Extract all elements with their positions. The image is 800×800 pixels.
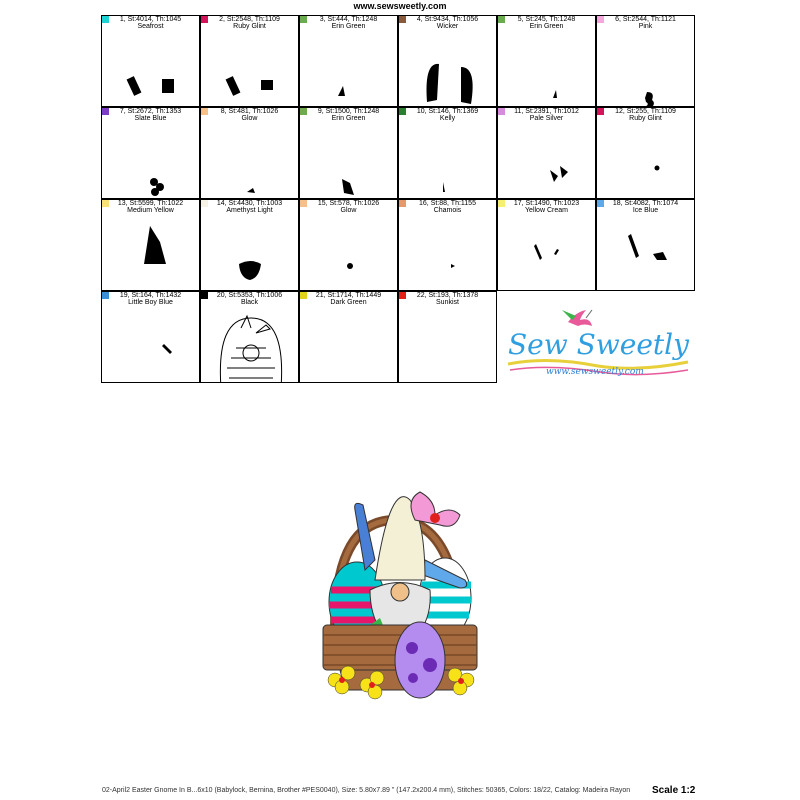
color-stop-stats: 16, St:88, Th:1155 [419,200,476,207]
stitch-preview [201,124,299,199]
stitch-preview [399,124,497,199]
stitch-preview [597,32,695,107]
color-stop-stats: 14, St:4430, Th:1003 [216,200,283,207]
thread-name: Sunkist [436,299,459,306]
logo-brand: Sew Sweetly [508,328,689,361]
thread-name: Seafrost [137,23,164,30]
color-stop-cell [200,15,299,107]
thread-name: Yellow Cream [525,207,568,214]
color-stop-stats: 17, St:1490, Th:1023 [513,200,580,207]
color-stop-stats: 12, St:255, Th:1109 [615,108,676,115]
thread-name: Erin Green [331,115,366,122]
thread-name: Ruby Glint [233,23,266,30]
color-stop-stats: 20, St:5353, Th:1006 [216,292,283,299]
color-stop-stats: 15, St:578, Th:1026 [317,200,380,207]
color-stop-cell [101,15,200,107]
color-stop-cell [497,199,596,291]
color-stop-cell [101,291,200,383]
thread-name: Amethyst Light [226,207,273,214]
color-stop-stats: 8, St:481, Th:1026 [220,108,279,115]
thread-name: Chamois [433,207,462,214]
color-stop-stats: 21, St:1714, Th:1449 [315,292,382,299]
color-stop-cell [200,107,299,199]
color-stop-cell [200,199,299,291]
color-stop-stats: 7, St:2672, Th:1353 [119,108,182,115]
color-stop-cell [596,199,695,291]
color-stop-cell [299,199,398,291]
stitch-preview [300,32,398,107]
thread-name: Glow [340,207,357,214]
thread-name: Pale Silver [529,115,564,122]
color-stop-cell [101,107,200,199]
thread-name: Wicker [436,23,459,30]
color-stop-stats: 10, St:146, Th:1369 [416,108,479,115]
scale-label: Scale 1:2 [652,785,696,796]
thread-name: Medium Yellow [127,207,174,214]
stitch-preview [201,308,299,383]
color-stop-stats: 22, St:193, Th:1378 [416,292,479,299]
color-stop-stats: 9, St:1500, Th:1248 [317,108,380,115]
color-stop-cell [398,15,497,107]
thread-name: Pink [638,23,653,30]
color-stop-cell [299,291,398,383]
thread-name: Erin Green [529,23,564,30]
thread-name: Slate Blue [134,115,167,122]
stitch-preview [300,216,398,291]
stitch-preview [399,308,497,383]
thread-name: Black [240,299,259,306]
color-stop-cell [200,291,299,383]
hummingbird-icon [562,310,592,326]
stitch-preview [300,124,398,199]
color-stop-cell [299,15,398,107]
stitch-preview [102,124,200,199]
stitch-preview [498,124,596,199]
stitch-preview [498,216,596,291]
logo-url: www.sewsweetly.com [546,367,644,377]
color-stop-cell [398,291,497,383]
color-stop-cell [497,15,596,107]
color-stop-cell [101,199,200,291]
stitch-preview [201,216,299,291]
stitch-preview [597,216,695,291]
sew-sweetly-logo [498,292,697,385]
header-url[interactable]: www.sewsweetly.com [353,1,447,11]
color-stop-cell [596,15,695,107]
stitch-preview [399,32,497,107]
color-stop-cell [398,199,497,291]
thread-name: Dark Green [330,299,367,306]
thread-name: Ruby Glint [629,115,662,122]
thread-name: Kelly [439,115,456,122]
thread-name: Ice Blue [632,207,659,214]
color-stop-cell [398,107,497,199]
stitch-preview [102,216,200,291]
color-stop-stats: 5, St:245, Th:1248 [517,16,576,23]
stitch-preview [498,32,596,107]
stitch-preview [102,32,200,107]
stitch-preview [201,32,299,107]
color-stop-stats: 13, St:5599, Th:1022 [117,200,184,207]
design-info-footer: 02-April2 Easter Gnome In B...6x10 (Babylock, Bernina, Brother #PES0040), Size: 5.80x7.89 " (147.2x200.4 mm), Stitches: 50365, Colors: 18/22, Catalog: Madeira Rayon [102,787,631,794]
color-stop-stats: 11, St:2391, Th:1012 [514,108,579,115]
color-stop-stats: 4, St:9434, Th:1056 [416,16,479,23]
thread-name: Erin Green [331,23,366,30]
color-stop-cell [497,107,596,199]
stitch-preview [300,308,398,383]
thread-name: Little Boy Blue [128,299,173,306]
thread-name: Glow [241,115,258,122]
color-stop-stats: 6, St:2544, Th:1121 [615,16,676,23]
stitch-preview [102,308,200,383]
color-stop-stats: 2, St:2548, Th:1109 [219,16,280,23]
color-stop-stats: 19, St:164, Th:1432 [119,292,182,299]
color-stop-cell [299,107,398,199]
color-stop-stats: 1, St:4014, Th:1045 [119,16,182,23]
stitch-preview [399,216,497,291]
stitch-preview [597,124,695,199]
color-stop-stats: 3, St:444, Th:1248 [319,16,378,23]
gnome-basket-design [315,480,485,705]
color-stop-stats: 18, St:4082, Th:1074 [612,200,679,207]
color-stop-cell [596,107,695,199]
